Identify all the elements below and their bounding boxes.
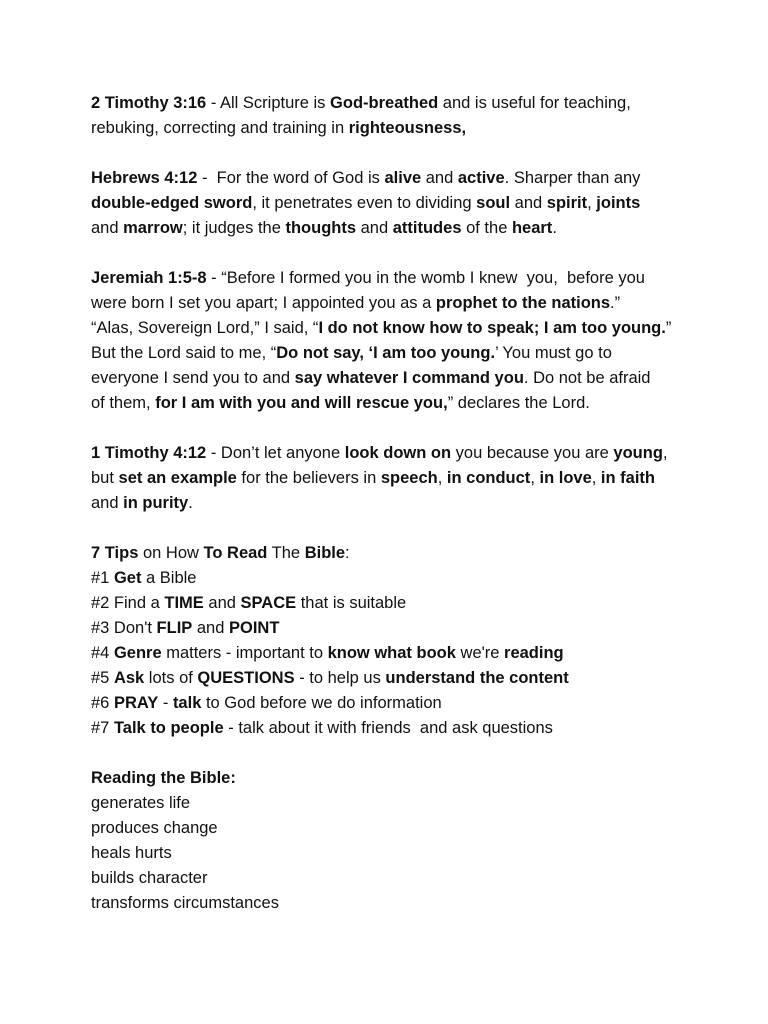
paragraph: [91, 766, 691, 916]
bold-text-run: righteousness,: [348, 119, 467, 137]
bold-text-run: God-breathed: [330, 94, 439, 112]
bold-text-run: 7 Tips: [91, 544, 139, 562]
text-run: “Alas, Sovereign Lord,” I said, “: [91, 319, 319, 337]
text-line: [91, 316, 691, 341]
text-run: matters - important to: [161, 644, 328, 662]
paragraph: [91, 441, 691, 516]
text-run: ,: [437, 469, 447, 487]
bold-text-run: in purity: [123, 494, 189, 512]
bold-text-run: I do not know how to speak; I am too young.: [318, 319, 666, 337]
text-run: :: [345, 544, 350, 562]
bold-text-run: set an example: [118, 469, 237, 487]
text-run: we're: [455, 644, 505, 662]
text-run: , it penetrates even to dividing: [252, 194, 477, 212]
text-line: [91, 791, 691, 816]
text-run: But the Lord said to me, “: [91, 344, 277, 362]
bold-text-run: young: [613, 444, 663, 462]
text-run: and: [91, 494, 124, 512]
text-run: .: [552, 219, 557, 237]
text-run: and: [192, 619, 229, 637]
bold-text-run: PRAY: [113, 694, 159, 712]
bold-text-run: alive: [384, 169, 422, 187]
text-run: ; it judges the: [182, 219, 286, 237]
text-run: on How: [138, 544, 204, 562]
text-run: - talk about it with friends and ask questions: [223, 719, 553, 737]
text-run: . Do not be afraid: [523, 369, 651, 387]
text-run: of them,: [91, 394, 156, 412]
bold-text-run: active: [457, 169, 505, 187]
text-run: and: [356, 219, 393, 237]
text-run: and is useful for teaching,: [438, 94, 631, 112]
text-run: - Don’t let anyone: [206, 444, 345, 462]
text-line: [91, 116, 691, 141]
bold-text-run: Reading the Bible:: [91, 769, 236, 787]
bold-text-run: double-edged sword: [91, 194, 253, 212]
bold-text-run: QUESTIONS: [197, 669, 295, 687]
text-line: [91, 391, 691, 416]
text-line: [91, 166, 691, 191]
bold-text-run: To Read: [203, 544, 268, 562]
text-line: [91, 841, 691, 866]
text-run: #6: [91, 694, 114, 712]
text-run: that is suitable: [296, 594, 407, 612]
text-run: heals hurts: [91, 844, 172, 862]
bold-text-run: Do not say, ‘I am too young.: [276, 344, 496, 362]
bold-text-run: speech: [380, 469, 438, 487]
bold-text-run: prophet to the nations: [435, 294, 611, 312]
text-line: [91, 691, 691, 716]
text-run: ,: [662, 444, 668, 462]
bold-text-run: SPACE: [240, 594, 297, 612]
text-line: [91, 366, 691, 391]
bold-text-run: joints: [596, 194, 641, 212]
text-run: of the: [461, 219, 512, 237]
text-run: - to help us: [294, 669, 386, 687]
text-run: and: [91, 219, 124, 237]
bold-text-run: marrow: [123, 219, 183, 237]
bold-text-run: FLIP: [156, 619, 193, 637]
text-run: ,: [591, 469, 601, 487]
document-body: [91, 91, 691, 941]
text-line: [91, 91, 691, 116]
text-run: #2 Find a: [91, 594, 165, 612]
text-line: [91, 566, 691, 591]
text-run: #5: [91, 669, 114, 687]
text-line: [91, 441, 691, 466]
text-run: transforms circumstances: [91, 894, 279, 912]
bold-text-run: soul: [476, 194, 511, 212]
paragraph: [91, 166, 691, 241]
text-line: [91, 891, 691, 916]
text-line: [91, 291, 691, 316]
bold-text-run: for I am with you and will rescue you,: [155, 394, 448, 412]
text-run: ”: [665, 319, 672, 337]
bold-text-run: 2 Timothy 3:16: [91, 94, 207, 112]
text-line: [91, 616, 691, 641]
text-run: #4: [91, 644, 114, 662]
text-run: rebuking, correcting and training in: [91, 119, 349, 137]
text-run: #1: [91, 569, 114, 587]
paragraph: [91, 91, 691, 141]
text-run: and: [421, 169, 458, 187]
text-run: .”: [610, 294, 621, 312]
text-line: [91, 866, 691, 891]
text-run: ” declares the Lord.: [447, 394, 590, 412]
text-line: [91, 266, 691, 291]
bold-text-run: in faith: [600, 469, 655, 487]
text-run: and: [203, 594, 241, 612]
text-run: builds character: [91, 869, 208, 887]
bold-text-run: heart: [511, 219, 553, 237]
text-run: -: [158, 694, 173, 712]
bold-text-run: Jeremiah 1:5-8: [91, 269, 207, 287]
text-run: to God before we do information: [201, 694, 442, 712]
text-line: [91, 216, 691, 241]
text-run: generates life: [91, 794, 191, 812]
bold-text-run: Bible: [304, 544, 346, 562]
text-run: .: [188, 494, 193, 512]
paragraph: [91, 266, 691, 416]
text-run: you because you are: [451, 444, 614, 462]
text-run: ,: [530, 469, 540, 487]
text-run: #7: [91, 719, 114, 737]
bold-text-run: understand the content: [385, 669, 569, 687]
text-run: and: [510, 194, 547, 212]
text-line: [91, 666, 691, 691]
bold-text-run: know what book: [327, 644, 456, 662]
text-run: produces change: [91, 819, 218, 837]
bold-text-run: attitudes: [392, 219, 462, 237]
text-run: everyone I send you to and: [91, 369, 295, 387]
bold-text-run: 1 Timothy 4:12: [91, 444, 207, 462]
bold-text-run: talk: [172, 694, 202, 712]
text-run: - “Before I formed you in the womb I knew you, before you: [206, 269, 645, 287]
bold-text-run: in love: [539, 469, 592, 487]
bold-text-run: Hebrews 4:12: [91, 169, 198, 187]
text-line: [91, 541, 691, 566]
text-line: [91, 191, 691, 216]
text-line: [91, 491, 691, 516]
text-run: lots of: [144, 669, 198, 687]
bold-text-run: thoughts: [285, 219, 357, 237]
bold-text-run: say whatever I command you: [294, 369, 524, 387]
bold-text-run: in conduct: [446, 469, 531, 487]
text-line: [91, 466, 691, 491]
text-run: ’ You must go to: [495, 344, 612, 362]
bold-text-run: reading: [504, 644, 564, 662]
bold-text-run: look down on: [344, 444, 452, 462]
text-line: [91, 816, 691, 841]
text-line: [91, 766, 691, 791]
text-run: for the believers in: [236, 469, 381, 487]
text-run: ,: [587, 194, 597, 212]
text-run: The: [267, 544, 305, 562]
bold-text-run: POINT: [228, 619, 280, 637]
bold-text-run: TIME: [164, 594, 204, 612]
bold-text-run: Talk to people: [113, 719, 224, 737]
text-line: [91, 591, 691, 616]
text-line: [91, 341, 691, 366]
text-run: a Bible: [141, 569, 197, 587]
text-run: #3 Don't: [91, 619, 157, 637]
text-run: . Sharper than any: [504, 169, 641, 187]
text-run: - All Scripture is: [206, 94, 331, 112]
text-run: - For the word of God is: [197, 169, 385, 187]
text-run: but: [91, 469, 119, 487]
bold-text-run: spirit: [546, 194, 588, 212]
bold-text-run: Genre: [113, 644, 162, 662]
bold-text-run: Get: [113, 569, 142, 587]
bold-text-run: Ask: [113, 669, 145, 687]
text-run: were born I set you apart; I appointed you as a: [91, 294, 436, 312]
text-line: [91, 641, 691, 666]
paragraph: [91, 541, 691, 741]
text-line: [91, 716, 691, 741]
